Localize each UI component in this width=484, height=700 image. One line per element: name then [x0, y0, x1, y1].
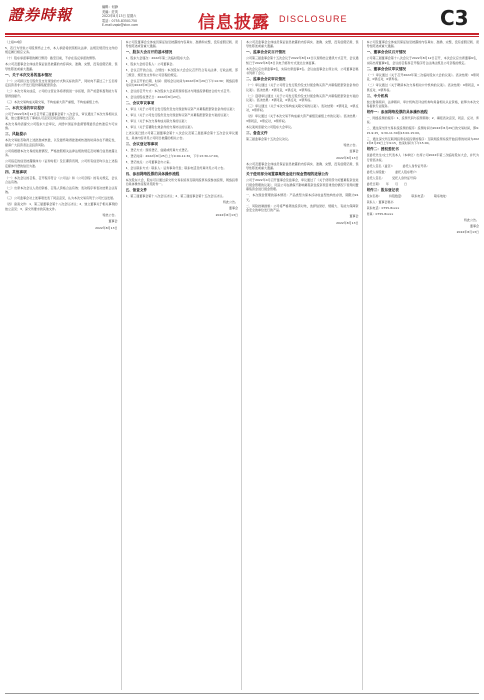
section-heading: 三、中介机构 [366, 93, 389, 98]
section-heading: 二、监事会会议审议情况 [246, 77, 286, 82]
body-paragraph: 公司指定的信息披露媒体为《证券时报》及巨潮资讯网，公司所有信息均以在上述指定媒体刊登的信息为准。 [5, 159, 118, 168]
body-paragraph: 联系电话：0755-8xxxx [366, 205, 400, 210]
text-column [246, 40, 363, 690]
issue-meta-line: 編輯：何鋒 [102, 5, 118, 9]
footer-rule [5, 693, 479, 694]
body-paragraph: 二、风险控制措施：公司将严格筛选投资对象，选择信誉好、规模大、有能力保障资金安全的单位发行的产品。 [246, 203, 359, 213]
signature-line: 特此公告。 [102, 212, 118, 217]
body-paragraph: 4、会议联系方式：联系人：证券事务代表；联系电话及传真详见公司公告。 [125, 165, 227, 170]
body-paragraph: （三）审议通过《关于本次交易构成关联交易的议案》。表决结果：3票同意，0票反对，0票弃权。 [246, 104, 359, 113]
signature-line: 董事会 [349, 214, 359, 219]
signature-line: 董事会 [108, 219, 118, 224]
body-paragraph: 本次会议应出席监事3名，实际出席监事3名。会议由监事会主席主持，公司董事会秘书列席了会议。 [246, 66, 359, 76]
body-paragraph: 公司第三届监事会第十五次会议于2022年8月12日以现场结合通讯方式召开，会议通知已于2022年8月8日以电子邮件方式送达全体监事。 [246, 56, 359, 65]
body-paragraph: （一）本次会议的召集、召开程序符合《公司法》和《公司章程》的有关规定，会议合法有效。 [5, 175, 118, 185]
section-heading: 二、董事会会议审议情况 [366, 66, 407, 71]
body-paragraph: （二）审议通过《关于聘请本次交易相关中介机构的议案》。表决结果：9票同意，0票反对，0票弃权。 [366, 83, 479, 92]
body-paragraph: 4、审议《关于签署附生效条件的交易协议的议案》。 [125, 125, 195, 130]
body-paragraph: 本公司及董事会全体成员保证信息披露的内容真实、准确、完整，没有虚假记载、误导性陈述或重大遗漏。 [5, 62, 118, 71]
body-paragraph: 1、第三届董事会第十八次会议决议；2、第三届监事会第十五次会议决议。 [125, 194, 226, 199]
body-paragraph: （二）本次交易完成后，公司的主营业务将得到进一步拓展，资产质量和盈利能力有望得到提升。 [5, 89, 118, 98]
issue-meta-line: E-mail:zqsb@stcn.com [102, 23, 139, 28]
header-rule [5, 33, 479, 35]
body-paragraph: 3、会议召开的合法、合规性：本次股东大会会议召开符合有关法律、行政法规、部门规章、规范性文件和公司章程的规定。 [125, 68, 238, 77]
body-paragraph: （一）审议通过《关于公司符合发行股份及支付现金购买资产并募集配套资金条件的议案》。表决结果：3票同意，0票反对，0票弃权。 [246, 83, 359, 92]
body-paragraph: 传真：0755-8xxxx [366, 211, 394, 216]
signature-line: 董事会 [469, 224, 479, 229]
section-heading: 一、董事会会议召开情况 [366, 50, 407, 55]
body-paragraph: 5、会议的召开方式：本次股东大会采用现场表决与网络投票相结合的方式召开。 [125, 89, 233, 94]
body-paragraph: 二、通过深交所交易系统投票的程序：投票时间为2022年8月29日的交易时间，即9:15-9:25，9:30-11:30和13:00-15:00。 [366, 126, 479, 135]
body-paragraph: 公司第三届董事会第十八次会议于2022年8月12日召开，本次会议应出席董事9名，实际出席董事9名，会议的召集和召开程序符合法律法规及公司章程的规定。 [366, 56, 479, 65]
body-paragraph: 本公司及董事会全体成员保证信息披露的内容真实、准确、完整，没有虚假记载、误导性陈述或重大遗漏。 [366, 40, 479, 49]
issue-meta-line: 美編：莊爽 [102, 9, 118, 14]
body-paragraph: 一、网络投票的程序：1、投票代码与投票简称；2、填报表决意见，同意、反对、弃权。 [366, 116, 479, 125]
signature-line: 董事会 [228, 206, 238, 211]
header-rule-thin [5, 36, 479, 37]
body-paragraph: 本次交易能否取得上述批准或核准，以及最终取得批准或核准的时间存在不确定性，提请广大投资者注意投资风险。 [5, 138, 118, 147]
section-heading: 四、参加网络投票的具体操作流程 [125, 171, 180, 176]
body-paragraph: （十）股东承诺事项的履行情况：截至目前，不存在违反承诺的情形。 [5, 56, 99, 61]
body-paragraph: 三、通过深交所互联网投票系统投票的程序：互联网投票系统开始投票的时间为2022年8月29日上午9:15，结束时间为下午15:00。 [366, 136, 479, 146]
issue-meta-line: 2022年8月13日 星期六 [102, 14, 137, 19]
signature-line: 2022年8月13日 [336, 220, 359, 225]
body-paragraph: 2、股东大会的召集人：公司董事会。 [125, 62, 176, 67]
body-paragraph: 兹委托先生/女士代表本人（本单位）出席公司2022年第二次临时股东大会，并代为行使表决权。 [366, 153, 479, 162]
body-paragraph: 6、会议的股权登记日：2022年8月23日。 [125, 95, 183, 100]
body-paragraph: 受托人签名： 受托人身份证号码： [366, 175, 420, 180]
body-paragraph: 4、会议召开的日期、时间：现场会议时间为2022年8月29日下午14:30；网络投票时间为2022年8月29日。 [125, 78, 238, 88]
section-heading: 三、备查文件 [246, 130, 268, 135]
body-paragraph: 公司于2022年4月召开董事会及监事会，审议通过了《关于使用部分闲置募集资金进行现金管理的议案》，同意公司在确保不影响募集资金投资项目建设的情况下使用闲置募集资金进行现金管理。 [246, 178, 359, 192]
body-paragraph: 本公司及监事会全体成员保证信息披露的内容真实、准确、完整，没有虚假记载、误导性陈述或重大遗漏。 [246, 40, 359, 49]
section-heading: 二、会议审议事项 [125, 101, 155, 106]
page-number: C3 [440, 6, 469, 30]
body-paragraph: 公司于2022年8月12日召开第三届董事会第十八次会议，审议通过了本次交易相关议案，独立董事发表了事前认可意见及同意的独立意见。 [5, 111, 118, 121]
signature-line: 特此公告。 [463, 217, 479, 222]
body-paragraph: 2、登记时间：2022年8月25日上午9:00-11:30，下午13:30-17:00。 [125, 153, 221, 158]
section-subtitle: DISCLOSURE [279, 14, 348, 24]
body-paragraph: 委托日期： 年 月 日 [366, 181, 408, 186]
body-paragraph: 委托人持股数： 委托人股东账户： [366, 169, 420, 174]
issue-meta-line: 電話：0755-83501750 [102, 18, 138, 23]
body-paragraph: 1、审议《关于公司符合发行股份及支付现金购买资产并募集配套资金条件的议案》； [125, 107, 237, 112]
body-paragraph: 联系人：董事会秘书 [366, 199, 394, 204]
body-paragraph: （一）公司拟以发行股份及支付现金的方式购买标的资产，同时向不超过三十五名特定投资者非公开发行股份募集配套资金。 [5, 78, 118, 88]
signature-line: 2022年8月13日 [95, 225, 118, 230]
section-heading: 附件二：授权委托书 [366, 147, 399, 152]
section-heading: 一、关于本次交易的基本情况 [5, 72, 52, 77]
section-heading: 二、本次交易的审议程序 [5, 105, 45, 110]
signature-line: 特此公告。 [222, 200, 238, 205]
body-paragraph: 3、审议《关于本次交易构成关联交易的议案》； [125, 119, 189, 124]
body-paragraph: 2、审议《关于公司发行股份及支付现金购买资产并募集配套资金方案的议案》； [125, 113, 231, 118]
body-paragraph: （上接C2版） [5, 40, 25, 44]
body-paragraph: 公司将根据本次交易的进展情况，严格按照相关法律法规的规定及时履行信息披露义务。 [5, 148, 118, 158]
body-paragraph: 上述议案已经公司第三届董事会第十八次会议及第三届监事会第十五次会议审议通过，具体内容详见公司同日披露的相关公告。 [125, 131, 238, 140]
section-heading: 附件三：股东登记表 [366, 187, 399, 192]
body-paragraph: （四）审议通过《关于本次交易不构成重大资产重组及重组上市的议案》。表决结果：3票同意，0票反对，0票弃权。 [246, 114, 359, 123]
body-paragraph: 一、本次现金管理的基本情况：产品类型为保本浮动收益型结构性存款，期限为91天。 [246, 193, 359, 202]
body-paragraph: （四）备查文件：1、第三届董事会第十八次会议决议；2、独立董事关于相关事项的独立意见；3、深交所要求的其他文件。 [5, 202, 118, 211]
body-paragraph: 本议案尚需提交公司股东大会审议。 [246, 124, 295, 129]
announcement-columns [5, 40, 479, 690]
body-paragraph: （一）审议通过《关于召开2022年第二次临时股东大会的议案》。表决结果：9票同意，0票反对，0票弃权。 [366, 72, 479, 82]
newspaper-logo: 證券時報 [8, 6, 73, 24]
issue-meta [102, 5, 138, 28]
section-heading: 附件一：参加网络投票的具体操作流程 [366, 110, 428, 115]
body-paragraph: 股东名称： 持股数量： 联系电话： 联系地址： [366, 193, 450, 198]
text-column [367, 40, 480, 690]
signature-line: 2022年8月13日 [456, 230, 479, 235]
body-paragraph: （三）公司监事会对上述事项发表了同意意见，认为本次交易有利于公司长远发展。 [5, 196, 117, 201]
body-paragraph: 本次交易尚需提交公司股东大会审议，并经中国证券监督管理委员会核准后方可实施。 [5, 122, 118, 131]
body-paragraph: 本公司及董事会全体成员保证信息披露的内容真实、准确、完整，没有虚假记载、误导性陈述或重大遗漏。 [246, 162, 359, 171]
signature-line: 监事会 [349, 149, 359, 154]
signature-line: 2022年8月13日 [215, 212, 238, 217]
body-paragraph: 3、登记地点：公司董事会办公室。 [125, 159, 173, 164]
section-title: 信息披露 [198, 13, 270, 33]
section-heading: 五、备查文件 [125, 188, 148, 193]
body-paragraph: 第三届监事会第十五次会议决议。 [246, 136, 292, 141]
body-paragraph: （二）逐项审议通过《关于公司发行股份及支付现金购买资产并募集配套资金方案的议案》。表决结果：3票同意，0票反对，0票弃权。 [246, 93, 359, 103]
signature-line: 特此公告。 [343, 142, 359, 147]
body-paragraph: （三）本次交易构成关联交易，不构成重大资产重组，不构成重组上市。 [5, 99, 102, 104]
section-heading: 三、风险提示 [5, 132, 27, 137]
section-heading: 一、监事会会议召开情况 [246, 50, 286, 55]
section-heading: 三、会议登记等事项 [125, 141, 158, 146]
section-heading: 关于使用部分闲置募集资金进行现金管理的进展公告 [246, 172, 329, 177]
section-heading: 四、其他事项 [5, 169, 27, 174]
body-paragraph: （二）出席本次会议人员的资格、召集人资格合法有效；表决程序和表决结果合法有效。 [5, 186, 118, 195]
body-paragraph: 本公司及董事会全体成员保证信息披露的内容真实、准确和完整，没有虚假记载、误导性陈述或者重大遗漏。 [125, 40, 238, 49]
body-paragraph: 1、登记方式：现场登记、信函或传真方式登记。 [125, 147, 191, 152]
body-paragraph: 独立财务顾问、法律顾问、审计机构及评估机构均具备相关从业资格，能够为本次交易提供专业服务。 [366, 99, 479, 109]
section-heading: 一、股东大会召开的基本情况 [125, 50, 173, 55]
signature-line: 2022年8月13日 [336, 155, 359, 160]
text-column [126, 40, 243, 690]
body-paragraph: 本次股东大会，股东可以通过深交所交易系统和互联网投票系统参加投票，网络投票的具体操作流程详见附件一。 [125, 177, 238, 187]
body-paragraph: 5、若行为导致公司股票终止上市，本人承诺将依照相关法律、法规及规范性文件的规定履行相应义务。 [5, 46, 118, 55]
body-paragraph: 委托人签名（盖章）： 委托人身份证号码： [366, 163, 430, 168]
text-column [5, 40, 122, 690]
body-paragraph: 1、股东大会届次：2022年第二次临时股东大会。 [125, 56, 193, 61]
